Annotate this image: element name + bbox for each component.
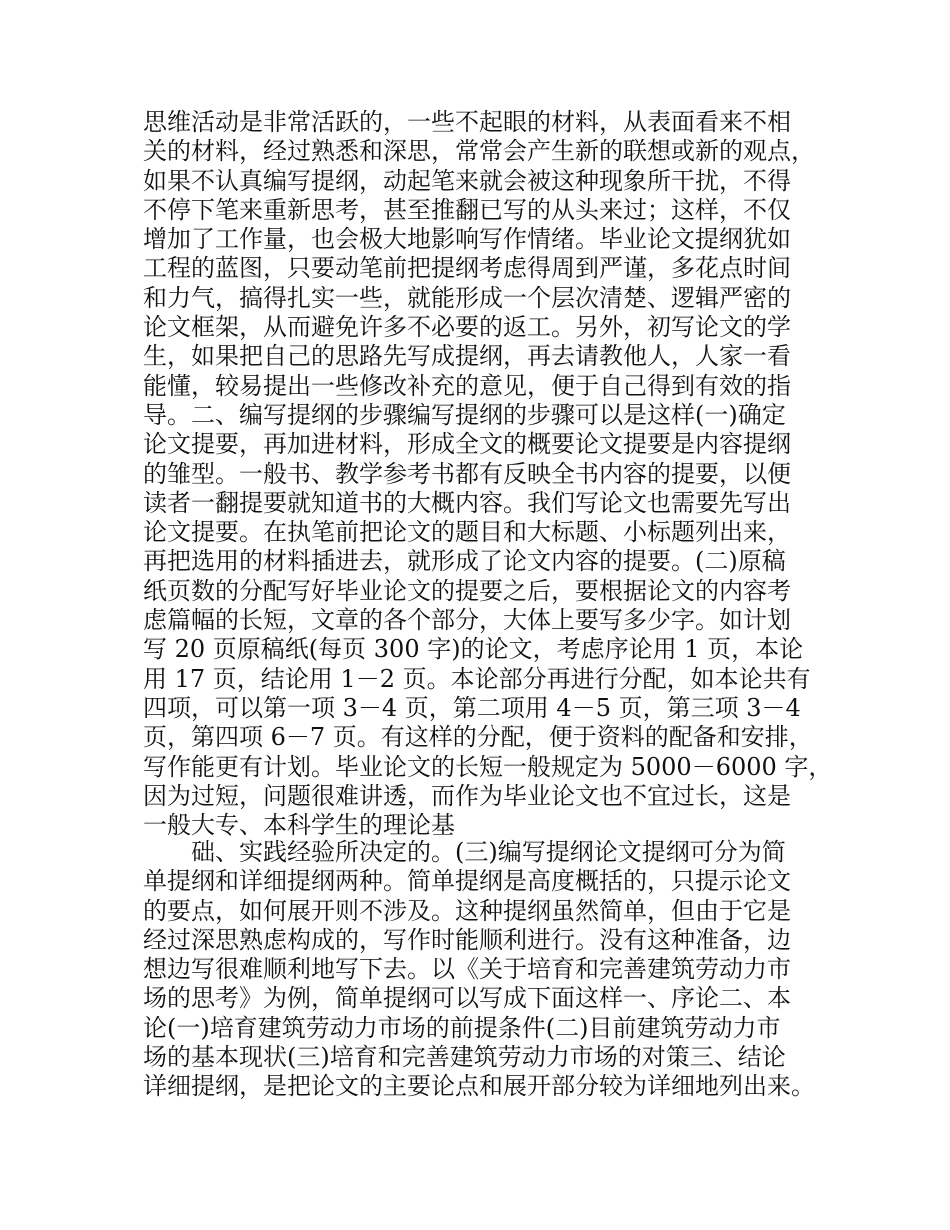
text-line: 场的基本现状(三)培育和完善建筑劳动力市场的对策三、结论 (143, 1043, 786, 1072)
text-line: 论文提要，再加进材料，形成全文的概要论文提要是内容提纲 (143, 430, 791, 459)
text-line: 导。二、编写提纲的步骤编写提纲的步骤可以是这样(一)确定 (143, 400, 786, 429)
text-line: 础、实践经验所决定的。(三)编写提纲论文提纲可分为简 (143, 838, 786, 866)
text-line: 读者一翻提要就知道书的大概内容。我们写论文也需要先写出 (143, 488, 791, 517)
text-line: 的要点，如何展开则不涉及。这种提纲虽然简单，但由于它是 (143, 896, 791, 925)
text-line: 论文框架，从而避免许多不必要的返工。另外，初写论文的学 (143, 313, 791, 342)
text-line: 因为过短，问题很难讲透，而作为毕业论文也不宜过长，这是 (143, 781, 791, 810)
paragraph-1 (143, 108, 833, 840)
text-line: 思维活动是非常活跃的，一些不起眼的材料，从表面看来不相 (143, 108, 791, 136)
text-line: 想边写很难顺利地写下去。以《关于培育和完善建筑劳动力市 (143, 955, 791, 984)
text-line: 论(一)培育建筑劳动力市场的前提条件(二)目前建筑劳动力市 (143, 1013, 781, 1042)
text-line: 场的思考》为例，简单提纲可以写成下面这样一、序论二、本 (143, 984, 791, 1013)
text-line: 详细提纲，是把论文的主要论点和展开部分较为详细地列出来。 (143, 1072, 815, 1101)
text-line: 页，第四项 6－7 页。有这样的分配，便于资料的配备和安排， (143, 723, 813, 752)
text-line: 虑篇幅的长短，文章的各个部分，大体上要写多少字。如计划 (143, 606, 791, 635)
text-line: 增加了工作量，也会极大地影响写作情绪。毕业论文提纲犹如 (143, 225, 791, 254)
text-line: 的雏型。一般书、教学参考书都有反映全书内容的提要，以便 (143, 459, 791, 488)
text-line: 经过深思熟虑构成的，写作时能顺利进行。没有这种准备，边 (143, 925, 791, 954)
text-line: 纸页数的分配写好毕业论文的提要之后，要根据论文的内容考 (143, 576, 791, 605)
text-line: 能懂，较易提出一些修改补充的意见，便于自己得到有效的指 (143, 371, 791, 400)
paragraph-2 (143, 838, 833, 1102)
text-line: 写作能更有计划。毕业论文的长短一般规定为 5000－6000 字， (143, 752, 833, 781)
text-line: 不停下笔来重新思考，甚至推翻已写的从头来过；这样，不仅 (143, 195, 791, 224)
text-line: 再把选用的材料插进去，就形成了论文内容的提要。(二)原稿 (143, 547, 786, 576)
text-line: 用 17 页，结论用 1－2 页。本论部分再进行分配，如本论共有 (143, 664, 811, 693)
text-line: 如果不认真编写提纲，动起笔来就会被这种现象所干扰，不得 (143, 166, 791, 195)
text-line: 单提纲和详细提纲两种。简单提纲是高度概括的，只提示论文 (143, 867, 791, 896)
text-line: 四项，可以第一项 3－4 页，第二项用 4－5 页，第三项 3－4 (143, 693, 801, 722)
text-line: 关的材料，经过熟悉和深思，常常会产生新的联想或新的观点， (143, 137, 815, 166)
text-line: 工程的蓝图，只要动笔前把提纲考虑得周到严谨，多花点时间 (143, 254, 791, 283)
text-line: 论文提要。在执笔前把论文的题目和大标题、小标题列出来， (143, 518, 791, 547)
text-line: 一般大专、本科学生的理论基 (143, 811, 455, 840)
text-line: 生，如果把自己的思路先写成提纲，再去请教他人，人家一看 (143, 342, 791, 371)
text-line: 和力气，搞得扎实一些，就能形成一个层次清楚、逻辑严密的 (143, 283, 791, 312)
text-line: 写 20 页原稿纸(每页 300 字)的论文，考虑序论用 1 页，本论 (143, 635, 804, 664)
